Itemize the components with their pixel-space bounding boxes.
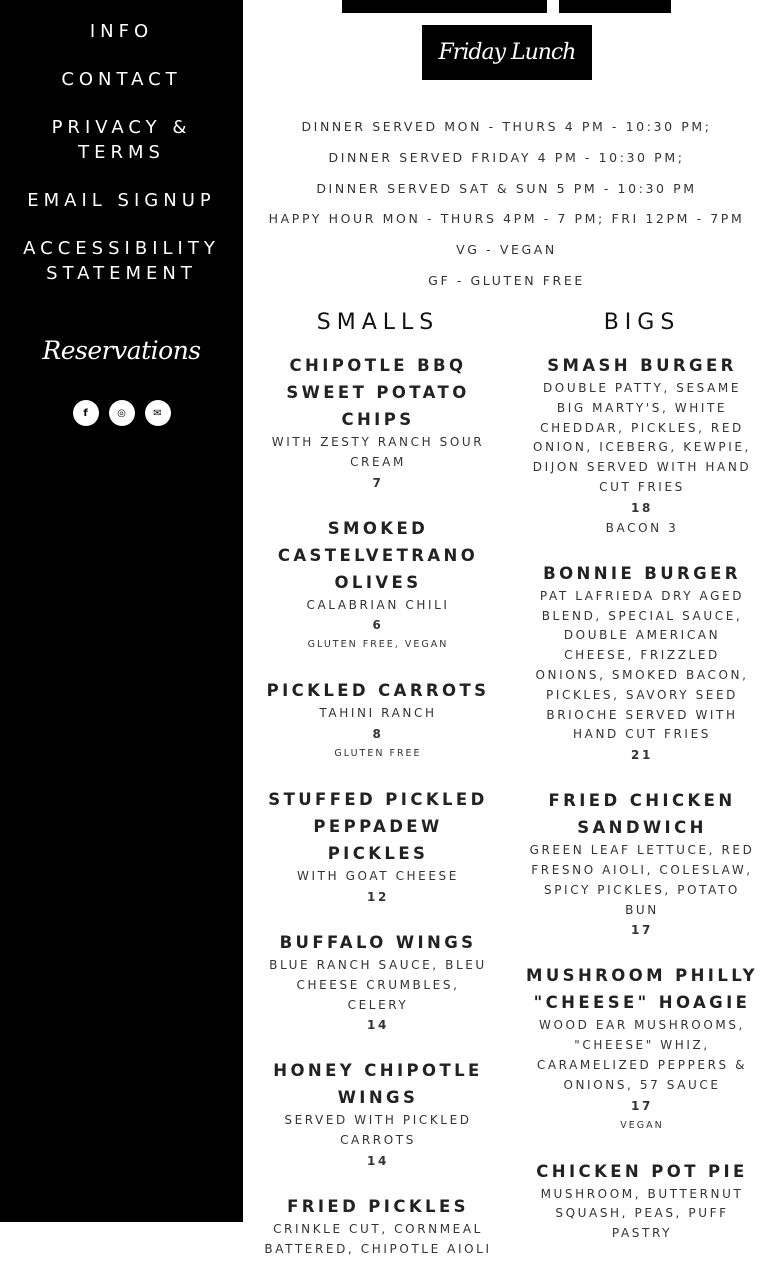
social-links	[0, 400, 243, 426]
menu-item-description: WITH ZESTY RANCH SOUR CREAM	[271, 435, 485, 469]
menu-item-description: TAHINI RANCH	[319, 706, 437, 721]
hours-line: DINNER SERVED MON - THURS 4 PM - 10:30 PM;	[301, 119, 712, 134]
menu-item-name: BONNIE BURGER	[543, 563, 741, 583]
service-hours	[243, 112, 770, 297]
menu-item-price: 12	[367, 889, 389, 904]
nav-accessibility-link[interactable]: ACCESSIBILITY STATEMENT	[23, 238, 220, 284]
menu-item	[263, 1057, 493, 1171]
menu-tab-button[interactable]	[559, 0, 671, 13]
menu-item-name: HONEY CHIPOTLE WINGS	[273, 1061, 483, 1108]
menu-item-name: CHICKEN POT PIE	[536, 1161, 748, 1181]
menu-item-price: 17	[631, 923, 653, 938]
menu-item	[526, 787, 758, 940]
menu-item-name: STUFFED PICKLED PEPPADEW PICKLES	[268, 790, 488, 864]
sidebar	[0, 0, 243, 1222]
menu-item	[263, 1193, 493, 1260]
menu-item-name: SMOKED CASTELVETRANO OLIVES	[277, 518, 479, 592]
smalls-column	[263, 310, 493, 1282]
menu-item	[526, 560, 758, 765]
menu-item	[263, 352, 493, 493]
menu-item-name: SMASH BURGER	[547, 356, 737, 375]
nav-info-link[interactable]: INFO	[89, 21, 154, 42]
bigs-column	[526, 310, 758, 1266]
menu-item-description: MUSHROOM, BUTTERNUT SQUASH, PEAS, PUFF PASTRY	[540, 1186, 744, 1241]
menu-item-price: 8	[372, 727, 384, 742]
menu-item-price: 14	[367, 1153, 389, 1168]
menu-tab-button[interactable]	[342, 0, 547, 13]
section-title: SMALLS	[316, 310, 440, 335]
menu-item-description: DOUBLE PATTY, SESAME BIG MARTY'S, WHITE CHEDDAR, PICKLES, RED ONION, ICEBERG, KEWPIE, DIJON SERVED WITH HAND CUT FRIES	[532, 381, 752, 494]
menu-item-price: 21	[631, 748, 653, 763]
menu-item-diet-tag: VEGAN	[620, 1119, 664, 1131]
menu-item-description: CRINKLE CUT, CORNMEAL BATTERED, CHIPOTLE AIOLI	[264, 1221, 492, 1256]
menu-item-price: 18	[631, 500, 653, 515]
menu-main	[243, 0, 770, 1256]
menu-item-price: 14	[367, 1018, 389, 1033]
menu-item-name: BUFFALO WINGS	[279, 932, 477, 952]
hours-line: HAPPY HOUR MON - THURS 4PM - 7 PM; FRI 12PM - 7PM	[268, 211, 745, 227]
menu-item	[526, 352, 758, 538]
menu-item-diet-tag: GLUTEN FREE	[334, 748, 422, 760]
menu-item-description: CALABRIAN CHILI	[306, 597, 450, 612]
nav-privacy-terms-link[interactable]: PRIVACY & TERMS	[51, 117, 192, 163]
hours-line: GF - GLUTEN FREE	[428, 272, 585, 288]
menu-item	[263, 677, 493, 764]
hours-line: DINNER SERVED SAT & SUN 5 PM - 10:30 PM	[316, 180, 697, 196]
menu-item-description: WOOD EAR MUSHROOMS, "CHEESE" WHIZ, CARAMELIZED PEPPERS & ONIONS, 57 SAUCE	[536, 1018, 748, 1092]
menu-item-description: BLUE RANCH SAUCE, BLEU CHEESE CRUMBLES, CELERY	[269, 957, 487, 1012]
menu-item	[526, 1158, 758, 1244]
menu-item-description: PAT LAFRIEDA DRY AGED BLEND, SPECIAL SAUCE, DOUBLE AMERICAN CHEESE, FRIZZLED ONIONS, SMOKED BACON, PICKLES, SAVORY SEED BRIOCHE SERVED WITH HAND CUT FRIES	[535, 588, 749, 742]
nav-email-signup-link[interactable]: EMAIL SIGNUP	[27, 190, 216, 211]
menu-item-addon: BACON 3	[605, 520, 679, 535]
menu-item-name: FRIED CHICKEN SANDWICH	[548, 791, 736, 838]
menu-item	[526, 962, 758, 1135]
menu-item-price: 6	[372, 618, 384, 633]
friday-lunch-button[interactable]: Friday Lunch	[422, 25, 592, 80]
menu-item-price: 17	[631, 1098, 653, 1113]
section-title: BIGS	[603, 310, 681, 335]
hours-line: DINNER SERVED FRIDAY 4 PM - 10:30 PM;	[328, 149, 685, 165]
facebook-icon[interactable]: f	[73, 400, 99, 426]
menu-item	[263, 786, 493, 907]
menu-item-description: SERVED WITH PICKLED CARROTS	[284, 1113, 472, 1148]
reservations-link[interactable]: Reservations	[42, 336, 201, 365]
instagram-icon[interactable]: ◎	[109, 400, 135, 426]
menu-item	[263, 515, 493, 656]
menu-item-diet-tag: GLUTEN FREE, VEGAN	[307, 639, 449, 651]
menu-item-description: WITH GOAT CHEESE	[297, 869, 459, 884]
email-icon[interactable]: ✉	[145, 400, 171, 426]
menu-item-name: MUSHROOM PHILLY "CHEESE" HOAGIE	[526, 966, 758, 1013]
menu-item-description: GREEN LEAF LETTUCE, RED FRESNO AIOLI, COLESLAW, SPICY PICKLES, POTATO BUN	[529, 843, 755, 917]
menu-item-name: FRIED PICKLES	[287, 1196, 469, 1216]
menu-item-name: CHIPOTLE BBQ SWEET POTATO CHIPS	[286, 356, 470, 429]
hours-line: VG - VEGAN	[456, 242, 557, 258]
menu-item-name: PICKLED CARROTS	[266, 681, 490, 701]
nav-contact-link[interactable]: CONTACT	[61, 69, 182, 90]
menu-item-price: 7	[372, 475, 384, 490]
menu-item	[263, 929, 493, 1035]
